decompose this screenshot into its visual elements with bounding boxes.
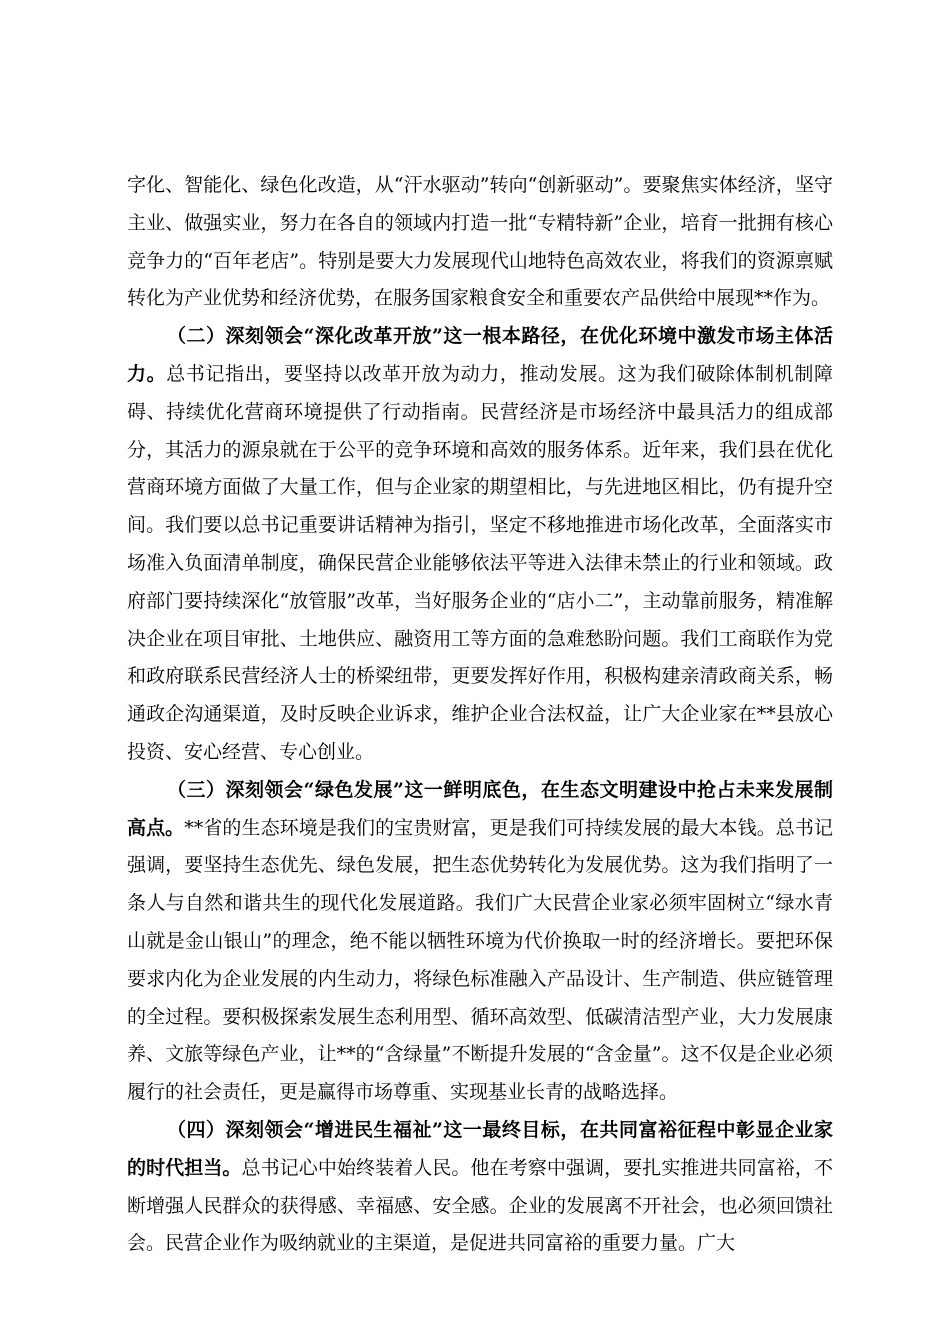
- paragraph-body: 总书记指出，要坚持以改革开放为动力，推动发展。这为我们破除体制机制障碍、持续优化营商环境提供了行动指南。民营经济是市场经济中最具活力的组成部分，其活力的源泉就在于公平的竞争环境和高效的服务体系。近年来，我们县在优化营商环境方面做了大量工作，但与企业家的期望相比，与先进地区相比，仍有提升空间。我们要以总书记重要讲话精神为指引，坚定不移地推进市场化改革，全面落实市场准入负面清单制度，确保民营企业能够依法平等进入法律未禁止的行业和领域。政府部门要持续深化“放管服”改革，当好服务企业的“店小二”，主动靠前服务，精准解决企业在项目审批、土地供应、融资用工等方面的急难愁盼问题。我们工商联作为党和政府联系民营经济人士的桥梁纽带，更要发挥好作用，积极构建亲清政商关系，畅通政企沟通渠道，及时反映企业诉求，维护企业合法权益，让广大企业家在**县放心投资、安心经营、专心创业。: [127, 362, 833, 763]
- section-heading: （三）深刻领会“绿色发展”这一鲜明底色，在生态文明建设中抢占未来发展制高点。: [127, 778, 833, 839]
- paragraph-body: 字化、智能化、绿色化改造，从“汗水驱动”转向“创新驱动”。要聚焦实体经济，坚守主业、做强实业，努力在各自的领域内打造一批“专精特新”企业，培育一批拥有核心竞争力的“百年老店”。特别是要大力发展现代山地特色高效农业，将我们的资源禀赋转化为产业优势和经济优势，在服务国家粮食安全和重要农产品供给中展现**作为。: [127, 174, 833, 310]
- paragraph-section-4: [127, 1112, 833, 1263]
- paragraph-body: **省的生态环境是我们的宝贵财富，更是我们可持续发展的最大本钱。总书记强调，要坚持生态优先、绿色发展，把生态优势转化为发展优势。这为我们指明了一条人与自然和谐共生的现代化发展道路。我们广大民营企业家必须牢固树立“绿水青山就是金山银山”的理念，绝不能以牺牲环境为代价换取一时的经济增长。要把环保要求内化为企业发展的内生动力，将绿色标准融入产品设计、生产制造、供应链管理的全过程。要积极探索发展生态利用型、循环高效型、低碳清洁型产业，大力发展康养、文旅等绿色产业，让**的“含绿量”不断提升发展的“含金量”。这不仅是企业必须履行的社会责任，更是赢得市场尊重、实现基业长青的战略选择。: [127, 816, 833, 1104]
- section-heading: （二）深刻领会“深化改革开放”这一根本路径，在优化环境中激发市场主体活力。: [127, 325, 833, 385]
- section-heading: （四）深刻领会“增进民生福祉”这一最终目标，在共同富裕征程中彰显企业家的时代担当。: [127, 1118, 833, 1179]
- paragraph-section-3: [127, 772, 833, 1112]
- paragraph-continued: [127, 167, 833, 318]
- paragraph-body: 总书记心中始终装着人民。他在考察中强调，要扎实推进共同富裕，不断增强人民群众的获得感、幸福感、安全感。企业的发展离不开社会，也必须回馈社会。民营企业作为吸纳就业的主渠道，是促进共同富裕的重要力量。广大: [127, 1156, 833, 1255]
- document-page: [127, 167, 833, 1263]
- paragraph-section-2: [127, 318, 833, 772]
